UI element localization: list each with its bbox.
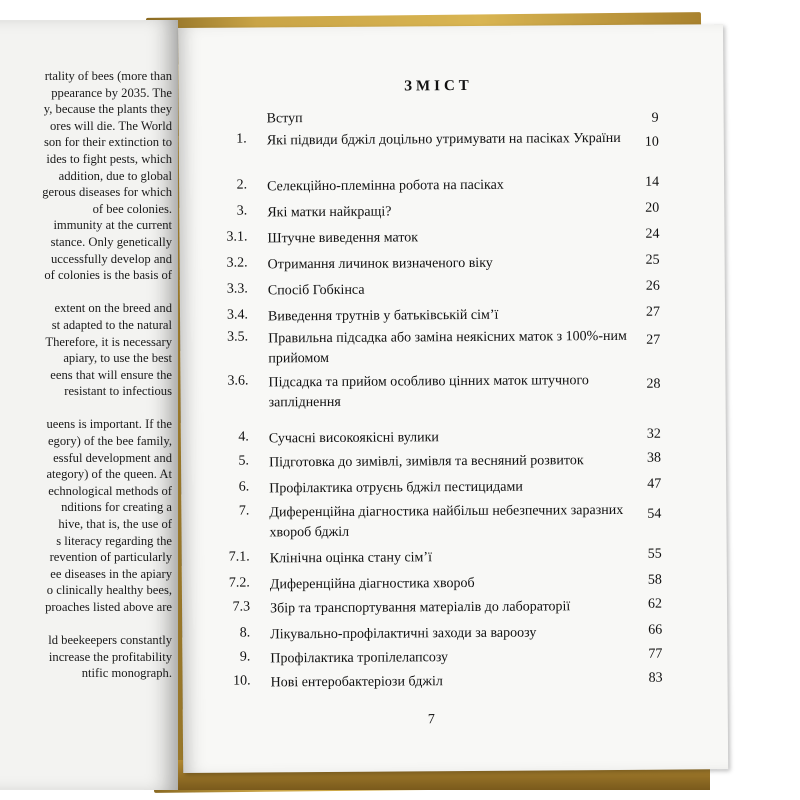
toc-entry-title: Підготовка до зимівлі, зимівля та весняний розвиток (268, 453, 584, 471)
toc-entry-number: 2. (236, 177, 248, 193)
toc-entry-number: 7.2. (228, 575, 250, 591)
left-page-line (0, 400, 172, 417)
left-page (0, 20, 178, 790)
toc-entry-number: 3.5. (227, 329, 249, 345)
left-page-line: extent on the breed and (54, 301, 172, 316)
toc-entry-title: Отримання личинок визначеного віку (267, 255, 493, 273)
left-page-line: increase the profitability (48, 649, 172, 664)
page-number: 7 (427, 712, 435, 728)
toc-entry-page: 47 (647, 476, 662, 492)
toc-entry-page: 26 (645, 278, 660, 294)
toc-entry-title: Лікувально-профілактичні заходи за вароозу (270, 625, 537, 643)
toc-entry-number: 7.3 (232, 599, 251, 615)
left-page-line: s literacy regarding the (56, 533, 172, 548)
toc-entry-number: 1. (236, 131, 247, 147)
toc-entry-title: Які матки найкращі? (267, 204, 392, 221)
toc-entry-title: Вступ (266, 111, 303, 127)
toc-entry (183, 670, 728, 691)
left-page-line: st adapted to the natural (51, 317, 172, 332)
left-page-line: ld beekeepers constantly (48, 633, 172, 648)
left-page-line: stance. Only genetically (50, 234, 172, 249)
toc-entry-number: 4. (238, 429, 249, 445)
toc-entry-number: 10. (233, 673, 251, 689)
left-page-line: immunity at the current (53, 218, 172, 233)
toc-entry-page: 20 (645, 200, 660, 216)
right-page (178, 24, 728, 773)
toc-entry-number: 3.2. (226, 255, 248, 271)
left-page-line: of bee colonies. (92, 201, 172, 216)
toc-entry-page: 27 (646, 332, 661, 348)
left-page-line: ides to fight pests, which (46, 151, 172, 166)
toc-title: ЗМІСТ (403, 77, 473, 95)
toc-entry-page: 38 (646, 450, 662, 466)
left-page-line: of colonies is the basis of (44, 268, 172, 283)
toc-entry-title: Нові ентеробактеріози бджіл (270, 674, 443, 691)
left-page-line (0, 284, 172, 301)
left-page-line: proaches listed above are (45, 600, 172, 614)
left-page-line: revention of particularly (49, 550, 172, 565)
toc-entry-number: 9. (239, 649, 251, 665)
toc-entry-number: 8. (239, 625, 251, 641)
toc-entry-title: Правильна підсадка або заміна неякісних маток з 100%-ним прийомом (268, 328, 627, 367)
left-page-line: uccessfully develop and (51, 251, 172, 266)
left-page-line: son for their extinction to (43, 135, 172, 150)
toc-entry-page: 9 (651, 110, 659, 126)
toc-entry (179, 200, 724, 221)
left-page-line: essful development and (53, 450, 172, 465)
toc-entry-title: Які підвиди бджіл доцільно утримувати на пасіках України (266, 130, 621, 149)
toc-entry (180, 304, 725, 325)
toc-entry-page: 32 (646, 426, 661, 442)
toc-entry-number: 3. (236, 203, 248, 219)
toc-entry-number: 3.3. (226, 281, 248, 297)
toc-entry (182, 572, 727, 593)
toc-entry-page: 66 (648, 622, 663, 638)
toc-entry-title: Штучне виведення маток (267, 230, 419, 247)
left-page-line: o clinically healthy bees, (46, 583, 172, 598)
left-page-line: hive, that is, the use of (58, 517, 172, 532)
toc-entry-page: 24 (645, 226, 660, 242)
left-page-line: gerous diseases for which (42, 185, 172, 200)
toc-entry (181, 500, 726, 541)
toc-entry-page: 25 (645, 252, 660, 268)
toc-entry (181, 450, 726, 471)
left-page-line: eens that will ensure the (50, 367, 172, 382)
toc-entry (179, 106, 724, 127)
left-page-line: echnological methods of (48, 483, 172, 498)
left-page-line: ntific monograph. (81, 666, 172, 681)
toc-entry-title: Профілактика тропілелапсозу (270, 650, 449, 667)
toc-entry-number: 7. (238, 503, 250, 519)
toc-entry-title: Виведення трутнів у батьківській сім’ї (267, 307, 499, 325)
toc-entry-number: 5. (238, 453, 250, 469)
left-page-line: rtality of bees (more than (44, 69, 172, 83)
left-page-line (0, 616, 172, 633)
toc-entry (180, 252, 725, 273)
toc-entry-number: 6. (238, 479, 250, 495)
toc-entry-number: 7.1. (228, 549, 250, 565)
left-page-line: Therefore, it is necessary (45, 334, 172, 349)
left-page-line: ppearance by 2035. The (51, 85, 172, 100)
left-page-line: apiary, to use the best (63, 351, 172, 366)
toc-entry-number: 3.4. (226, 307, 249, 323)
toc-entry (182, 646, 727, 667)
left-page-line: egory) of the bee family, (47, 434, 172, 449)
toc-entry-title: Диференційна діагностика хвороб (269, 575, 475, 593)
toc-entry-number: 3.1. (226, 229, 248, 245)
toc-entry-page: 62 (647, 596, 663, 612)
toc-entry-page: 83 (648, 670, 663, 686)
toc-entry (179, 128, 724, 150)
left-page-line: y, because the plants they (43, 102, 172, 117)
left-page-line: ategory) of the queen. At (46, 467, 172, 482)
toc-entry (182, 546, 727, 567)
left-page-line: resistant to infectious (64, 384, 172, 399)
toc-entry-page: 58 (647, 572, 662, 588)
toc-entry-title: Підсадка та прийом особливо цінних маток штучного запліднення (268, 373, 589, 411)
toc-entry-title: Спосіб Гобкінса (267, 282, 365, 299)
toc-entry (179, 226, 724, 247)
left-page-line: nditions for creating a (61, 500, 172, 515)
left-page-line: ores will die. The World (50, 118, 172, 133)
toc-entry-title: Диференційна діагностика найбільш небезпечних заразних хвороб бджіл (269, 502, 624, 541)
toc-entry-page: 55 (647, 546, 662, 562)
toc-entry (182, 596, 727, 617)
toc-entry-title: Сучасні високоякісні вулики (268, 430, 439, 447)
toc-entry-page: 10 (644, 134, 659, 150)
toc-entry-title: Профілактика отруєнь бджіл пестицидами (269, 479, 523, 497)
toc-entry (180, 326, 725, 367)
left-page-text (0, 68, 172, 682)
toc-entry-page: 77 (648, 646, 663, 662)
left-page-line: addition, due to global (58, 168, 172, 183)
toc-entry (180, 278, 725, 299)
toc-entry (179, 174, 724, 195)
toc-entry-number: 3.6. (227, 373, 249, 389)
toc-entry (181, 476, 726, 497)
left-page-line: ee diseases in the apiary (50, 566, 172, 581)
toc-entry-title: Селекційно-племінна робота на пасіках (267, 177, 504, 195)
toc-entry-title: Клінічна оцінка стану сім’ї (269, 550, 433, 567)
toc-entry-page: 14 (645, 174, 660, 190)
toc-entry (181, 426, 726, 447)
toc-entry (182, 622, 727, 643)
toc-entry-title: Збір та транспортування матеріалів до лабораторії (270, 599, 571, 617)
toc-entry-page: 54 (647, 506, 662, 522)
toc-entry (180, 370, 725, 411)
toc-entry-page: 28 (646, 376, 661, 392)
toc-entry-page: 27 (645, 304, 661, 320)
left-page-line: ueens is important. If the (46, 417, 172, 432)
